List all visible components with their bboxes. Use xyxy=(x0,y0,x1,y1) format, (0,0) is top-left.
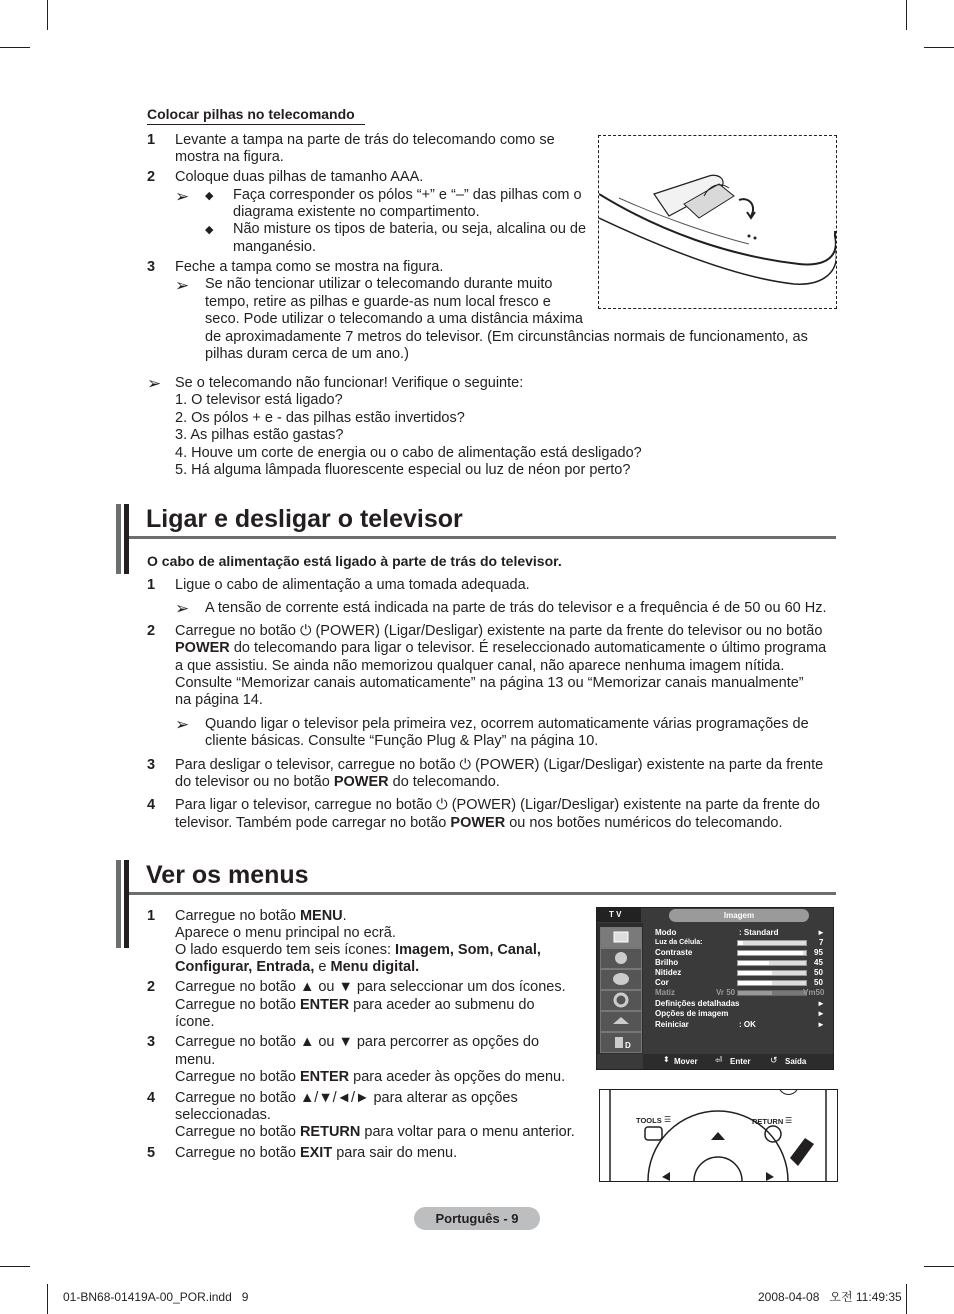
step-text xyxy=(175,1124,575,1142)
osd-row-value-left: Vr 50 xyxy=(716,988,736,997)
osd-digital-menu-icon xyxy=(600,1032,642,1053)
input-icon-glyph xyxy=(601,1012,641,1031)
crop-mark xyxy=(47,1284,48,1314)
crop-mark xyxy=(0,47,30,48)
osd-row-label: Matiz xyxy=(655,988,675,997)
note-arrow-icon: ➢ xyxy=(175,599,190,618)
intro-text: O cabo de alimentação está ligado à parte de trás do televisor. xyxy=(147,553,562,569)
osd-row-value: 95 xyxy=(814,948,823,957)
osd-footer xyxy=(643,1054,833,1069)
step-text: na página 14. xyxy=(175,692,263,708)
osd-title-bar xyxy=(669,909,809,922)
step-text xyxy=(175,623,822,641)
text-run-bold: POWER xyxy=(175,640,230,656)
note-arrow-icon: ➢ xyxy=(175,276,190,295)
text-run-bold: Configurar, Entrada, xyxy=(175,959,315,975)
step-text xyxy=(175,774,500,792)
text-run: Para ligar o televisor, carregue no botão xyxy=(175,797,433,813)
text-run: televisor. Também pode carregar no botão xyxy=(175,815,447,831)
print-timestamp: 2008-04-08 오전 11:49:35 xyxy=(758,1290,902,1304)
osd-row-arrow: ► xyxy=(817,1020,825,1029)
note-text: tempo, retire as pilhas e guarde-as num local fresco e xyxy=(205,294,551,310)
osd-slider-fill xyxy=(738,991,772,995)
text-run: O lado esquerdo tem seis ícones: xyxy=(175,942,392,958)
step-text xyxy=(175,959,419,977)
osd-slider-fill xyxy=(738,971,772,975)
step-text xyxy=(175,797,820,815)
osd-row-label: Cor xyxy=(655,978,669,987)
step-text: menu. xyxy=(175,1052,216,1068)
svg-text:D: D xyxy=(625,1041,631,1050)
osd-row-label: Opções de imagem xyxy=(655,1009,729,1018)
trouble-text: 3. As pilhas estão gastas? xyxy=(175,427,344,443)
osd-row-value: 45 xyxy=(814,958,823,967)
text-run: do telecomando. xyxy=(392,774,500,790)
step-text xyxy=(175,997,535,1015)
step-text: ícone. xyxy=(175,1014,215,1030)
power-icon: ⏻ xyxy=(436,797,448,813)
osd-row-label: Nitidez xyxy=(655,968,682,977)
step-text: Aparece o menu principal no ecrã. xyxy=(175,925,396,941)
sound-icon-glyph xyxy=(601,949,641,968)
text-run: do telecomando para ligar o televisor. É reseleccionado automaticamente o último programa xyxy=(233,640,827,656)
remote-tools-label: TOOLS xyxy=(636,1116,662,1125)
remote-buttons-figure xyxy=(599,1089,838,1182)
note-text: seco. Pode utilizar o telecomando a uma distância máxima xyxy=(205,311,583,327)
text-run-bold: POWER xyxy=(333,774,389,790)
step-text xyxy=(175,640,826,658)
step-text: Feche a tampa como se mostra na figura. xyxy=(175,259,444,275)
trouble-text: Se o telecomando não funcionar! Verifique o seguinte: xyxy=(175,375,524,391)
text-run: . xyxy=(342,908,347,924)
text-run: Carregue no botão xyxy=(175,1145,296,1161)
text-run-bold: ENTER xyxy=(299,997,350,1013)
step-text: Carregue no botão ▲/▼/◄/► para alterar as opções xyxy=(175,1090,518,1106)
crop-mark xyxy=(924,1266,954,1267)
osd-footer-move: Mover xyxy=(674,1057,698,1066)
diamond-bullet-icon: ◆ xyxy=(205,190,214,202)
text-run: Carregue no botão xyxy=(175,908,296,924)
section-title: Ligar e desligar o televisor xyxy=(146,505,463,533)
osd-row-value: 7 xyxy=(819,938,824,947)
note-text: cliente básicas. Consulte “Função Plug & Play” na página 10. xyxy=(205,733,599,749)
osd-row-label: Definições detalhadas xyxy=(655,999,740,1008)
digital-menu-icon-glyph xyxy=(601,1033,641,1052)
osd-row-value: 50 xyxy=(814,978,823,987)
step-number: 3 xyxy=(147,757,156,773)
note-arrow-icon: ➢ xyxy=(147,374,162,393)
step-number: 1 xyxy=(147,577,156,593)
note-text: Quando ligar o televisor pela primeira vez, ocorrem automaticamente várias programações de xyxy=(205,716,809,732)
step-number: 2 xyxy=(147,169,156,185)
osd-row-arrow: ► xyxy=(817,1009,825,1018)
section-bar xyxy=(124,504,129,574)
step-number: 4 xyxy=(147,797,156,813)
trouble-text: 4. Houve um corte de energia ou o cabo de alimentação está desligado? xyxy=(175,445,642,461)
osd-row-value: 50 xyxy=(814,968,823,977)
text-run: (POWER) (Ligar/Desligar) existente na parte da frente do televisor ou no botão xyxy=(315,623,823,639)
text-run-bold: Menu digital. xyxy=(330,959,420,975)
osd-channel-icon xyxy=(600,969,642,990)
step-text xyxy=(175,815,782,833)
osd-row-value: : OK xyxy=(739,1020,756,1029)
step-text xyxy=(175,908,347,926)
osd-row-label: Contraste xyxy=(655,948,693,957)
bullet-text: Não misture os tipos de bateria, ou seja, alcalina ou de xyxy=(233,221,587,237)
osd-row-label: Reiniciar xyxy=(655,1020,689,1029)
step-text: Consulte “Memorizar canais automaticamente” na página 13 ou “Memorizar canais manualmente” xyxy=(175,675,804,691)
text-run: Carregue no botão xyxy=(175,1069,296,1085)
text-run-bold: Imagem, Som, Canal, xyxy=(395,942,541,958)
text-run: para voltar para o menu anterior. xyxy=(364,1124,575,1140)
text-run: para aceder às opções do menu. xyxy=(353,1069,566,1085)
bullet-text: Faça corresponder os pólos “+” e “–” das pilhas com o xyxy=(233,187,582,203)
text-run: (POWER) (Ligar/Desligar) existente na parte da frente xyxy=(475,757,824,773)
trouble-text: 5. Há alguma lâmpada fluorescente especial ou luz de néon por perto? xyxy=(175,462,631,478)
step-text: seleccionadas. xyxy=(175,1107,271,1123)
osd-slider-fill xyxy=(738,981,772,985)
section-bar xyxy=(124,860,129,948)
osd-slider xyxy=(737,950,807,956)
osd-row-arrow: ► xyxy=(817,999,825,1008)
bullet-text: diagrama existente no compartimento. xyxy=(233,204,480,220)
indd-file-label: 01-BN68-01419A-00_POR.indd 9 xyxy=(63,1290,249,1304)
text-run: para sair do menu. xyxy=(336,1145,458,1161)
osd-title: Imagem xyxy=(723,911,755,920)
osd-slider-fill xyxy=(738,961,769,965)
section-title: Ver os menus xyxy=(146,861,309,889)
batteries-heading-underline xyxy=(147,124,365,125)
osd-slider-fill xyxy=(738,941,743,945)
bullet-text: manganésio. xyxy=(233,239,317,255)
step-text: Levante a tampa na parte de trás do telecomando como se xyxy=(175,132,555,148)
step-number: 1 xyxy=(147,132,156,148)
return-icon: ↺ xyxy=(770,1055,778,1065)
osd-slider-fill xyxy=(738,951,803,955)
note-arrow-icon: ➢ xyxy=(175,187,190,206)
osd-footer-enter: Enter xyxy=(730,1057,751,1066)
osd-sound-icon xyxy=(600,948,642,969)
crop-mark xyxy=(0,1266,30,1267)
step-number: 3 xyxy=(147,1034,156,1050)
power-icon: ⏻ xyxy=(299,623,312,639)
osd-row-value: : Standard xyxy=(739,928,779,937)
picture-icon-glyph xyxy=(601,928,641,947)
osd-slider xyxy=(737,970,807,976)
step-text xyxy=(175,757,823,775)
return-btn-icon: ☰ xyxy=(785,1116,793,1125)
step-number: 5 xyxy=(147,1145,156,1161)
step-text xyxy=(175,942,541,960)
channel-icon-glyph xyxy=(601,970,641,989)
crop-mark xyxy=(906,1284,907,1314)
osd-row-arrow: ► xyxy=(817,928,825,937)
step-text: a que assistiu. Se ainda não memorizou qualquer canal, não aparece nenhuma imagem nítida. xyxy=(175,658,785,674)
text-run-bold: EXIT xyxy=(299,1145,333,1161)
text-run: do televisor ou no botão xyxy=(175,774,330,790)
text-run: e xyxy=(318,959,327,975)
osd-row-label: Brilho xyxy=(655,958,679,967)
osd-slider xyxy=(737,960,807,966)
note-text: Se não tencionar utilizar o telecomando durante muito xyxy=(205,276,553,292)
step-text xyxy=(175,1145,457,1163)
text-run: (POWER) (Ligar/Desligar) existente na parte da frente do xyxy=(451,797,820,813)
step-text: Ligue o cabo de alimentação a uma tomada adequada. xyxy=(175,577,530,593)
osd-slider xyxy=(737,980,807,986)
step-number: 1 xyxy=(147,908,156,924)
section-rule xyxy=(129,892,836,895)
updown-icon: ⬍ xyxy=(663,1055,670,1064)
step-text xyxy=(175,1069,565,1087)
text-run: Carregue no botão xyxy=(175,623,296,639)
step-text: mostra na figura. xyxy=(175,149,284,165)
text-run: Carregue no botão xyxy=(175,997,296,1013)
osd-slider xyxy=(737,990,807,996)
note-text: A tensão de corrente está indicada na parte de trás do televisor e a frequência é de 50 ou 60 Hz. xyxy=(205,600,827,616)
text-run-bold: POWER xyxy=(450,815,506,831)
text-run: ou nos botões numéricos do telecomando. xyxy=(509,815,783,831)
section-rule xyxy=(129,536,836,539)
crop-mark xyxy=(924,47,954,48)
osd-slider xyxy=(737,940,807,946)
step-text: Coloque duas pilhas de tamanho AAA. xyxy=(175,169,424,185)
note-text: pilhas duram cerca de um ano.) xyxy=(205,346,409,362)
trouble-text: 2. Os pólos + e - das pilhas estão invertidos? xyxy=(175,410,465,426)
enter-icon: ⏎ xyxy=(715,1055,723,1065)
osd-menu-figure xyxy=(596,907,834,1070)
osd-row-value: Vm50 xyxy=(803,988,825,997)
section-bar xyxy=(116,860,121,948)
remote-back-illustration xyxy=(599,136,836,308)
page-label: Português - 9 xyxy=(435,1211,519,1226)
osd-picture-icon xyxy=(600,927,642,948)
step-number: 2 xyxy=(147,623,156,639)
text-run: Para desligar o televisor, carregue no botão xyxy=(175,757,456,773)
osd-tab-tv-label: T V xyxy=(609,910,622,919)
osd-input-icon xyxy=(600,1011,642,1032)
step-text: Carregue no botão ▲ ou ▼ para seleccionar um dos ícones. xyxy=(175,979,566,995)
osd-row-label: Luz da Célula: xyxy=(655,939,703,946)
osd-row-label: Modo xyxy=(655,928,677,937)
text-run: para aceder ao submenu do xyxy=(353,997,535,1013)
text-run-bold: MENU xyxy=(299,908,343,924)
remote-buttons-illustration xyxy=(600,1090,837,1181)
osd-tab-tv xyxy=(597,908,641,922)
trouble-text: 1. O televisor está ligado? xyxy=(175,392,343,408)
power-icon: ⏻ xyxy=(459,757,472,773)
tools-icon: ☰ xyxy=(664,1115,672,1124)
step-number: 3 xyxy=(147,259,156,275)
step-number: 2 xyxy=(147,979,156,995)
osd-footer-exit: Saída xyxy=(785,1057,807,1066)
crop-mark xyxy=(906,0,907,30)
text-run-bold: RETURN xyxy=(299,1124,361,1140)
text-run: Carregue no botão xyxy=(175,1124,296,1140)
batteries-heading: Colocar pilhas no telecomando xyxy=(147,106,355,122)
step-text: Carregue no botão ▲ ou ▼ para percorrer as opções do xyxy=(175,1034,540,1050)
text-run-bold: ENTER xyxy=(299,1069,350,1085)
osd-setup-icon xyxy=(600,990,642,1011)
page-number-pill xyxy=(414,1207,540,1230)
remote-return-label: RETURN xyxy=(752,1117,784,1126)
diamond-bullet-icon: ◆ xyxy=(205,224,214,236)
note-text: de aproximadamente 7 metros do televisor. (Em circunstâncias normais de funcionamento, as xyxy=(205,329,808,345)
crop-mark xyxy=(47,0,48,30)
setup-icon-glyph xyxy=(601,991,641,1010)
step-number: 4 xyxy=(147,1090,156,1106)
remote-battery-figure xyxy=(598,135,837,309)
section-bar xyxy=(116,504,121,574)
note-arrow-icon: ➢ xyxy=(175,715,190,734)
